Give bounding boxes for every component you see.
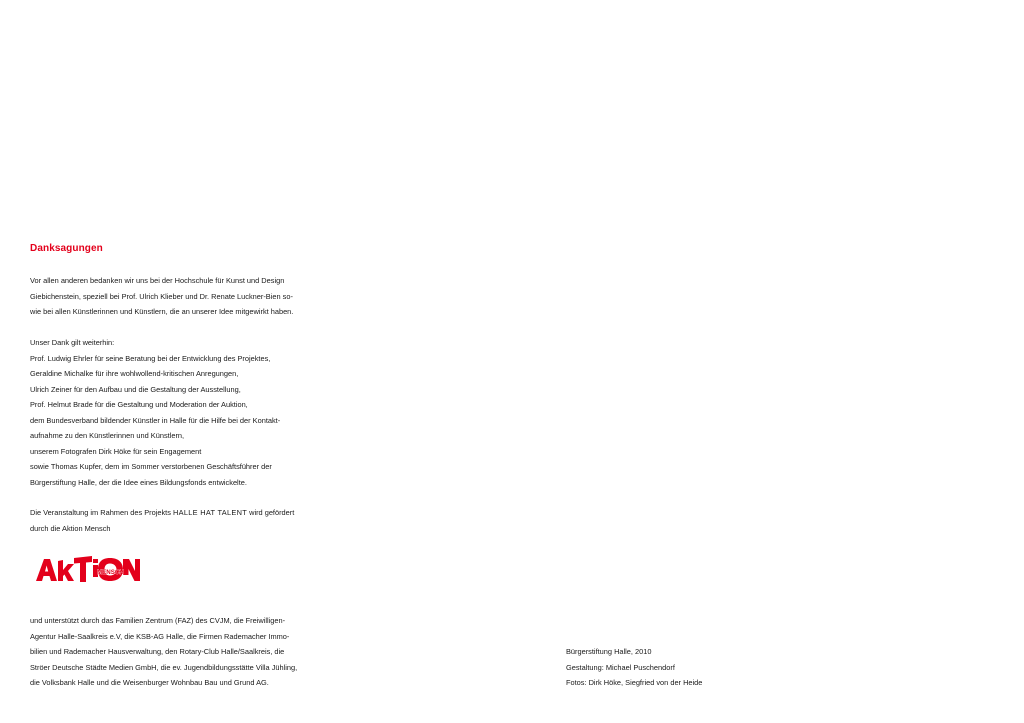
text-line: Agentur Halle-Saalkreis e.V, die KSB-AG Halle, die Firmen Rademacher Immo-	[30, 631, 290, 641]
intro-paragraph	[30, 273, 330, 320]
text-line: Ströer Deutsche Städte Medien GmbH, die ev. Jugendbildungsstätte Villa Jühling,	[30, 662, 298, 672]
aktion-mensch-logo	[34, 552, 142, 588]
thanks-paragraph	[30, 335, 330, 490]
text-line: und unterstützt durch das Familien Zentrum (FAZ) des CVJM, die Freiwilligen-	[30, 616, 286, 625]
text-line: wie bei allen Künstlerinnen und Künstlern, die an unserer Idee mitgewirkt haben.	[30, 307, 294, 316]
support-paragraph	[30, 613, 330, 691]
page-title: Danksagungen	[30, 243, 103, 254]
event-text-before: Die Veranstaltung im Rahmen des Projekts	[30, 508, 173, 517]
text-line: Prof. Ludwig Ehrler für seine Beratung bei der Entwicklung des Projektes,	[30, 353, 271, 363]
text-line: Unser Dank gilt weiterhin:	[30, 338, 115, 347]
project-name: HALLE HAT TALENT	[172, 508, 248, 517]
text-line: durch die Aktion Mensch	[30, 523, 111, 533]
logo-subtext: MENSCH	[97, 569, 124, 576]
text-line: sowie Thomas Kupfer, dem im Sommer verstorbenen Geschäftsführer der	[30, 462, 272, 471]
credit-publisher: Bürgerstiftung Halle, 2010	[566, 647, 652, 656]
text-line: Vor allen anderen bedanken wir uns bei der Hochschule für Kunst und Design	[30, 276, 285, 285]
text-line: Ulrich Zeiner für den Aufbau und die Gestaltung der Ausstellung,	[30, 384, 241, 394]
text-line: Giebichenstein, speziell bei Prof. Ulrich Klieber und Dr. Renate Luckner-Bien so-	[30, 291, 293, 301]
text-line: unserem Fotografen Dirk Höke für sein Engagement	[30, 446, 202, 456]
text-line: Geraldine Michalke für ihre wohlwollend-kritischen Anregungen,	[30, 369, 239, 378]
credit-design: Gestaltung: Michael Puschendorf	[566, 662, 675, 672]
event-paragraph	[30, 505, 330, 536]
text-line: Bürgerstiftung Halle, der die Idee eines Bildungsfonds entwickelte.	[30, 477, 247, 487]
text-line: dem Bundesverband bildender Künstler in Halle für die Hilfe bei der Kontakt-	[30, 415, 281, 425]
credit-photos: Fotos: Dirk Höke, Siegfried von der Heide	[566, 678, 703, 687]
text-line: Prof. Helmut Brade für die Gestaltung und Moderation der Auktion,	[30, 400, 248, 409]
event-text-after: wird gefördert	[247, 508, 295, 517]
text-line: die Volksbank Halle und die Weisenburger Wohnbau Bau und Grund AG.	[30, 678, 269, 687]
text-line	[30, 505, 330, 521]
text-line: aufnahme zu den Künstlerinnen und Künstlern,	[30, 431, 185, 440]
text-line: bilien und Rademacher Hausverwaltung, den Rotary-Club Halle/Saalkreis, die	[30, 647, 285, 656]
credits-block	[566, 644, 702, 691]
